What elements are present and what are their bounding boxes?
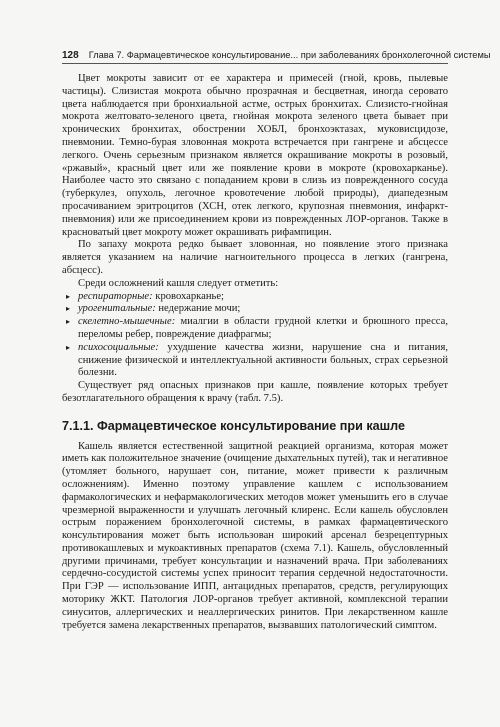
list-item (62, 303, 448, 316)
triangle-bullet-icon: ▸ (66, 291, 71, 301)
list-item-text: кровохарканье; (152, 290, 224, 302)
paragraph-danger-signs: Существует ряд опасных признаков при кашле, появление которых требует безотлагательного обращения к врачу (табл. 7.5). (62, 380, 448, 404)
running-header (62, 49, 491, 62)
list-item-text: миалгии в области грудной клетки и брюшного пресса, переломы ребер, повреждение диафрагмы; (78, 316, 448, 340)
body-text (62, 73, 448, 632)
section-heading: 7.1.1. Фармацевтическое консультирование при кашле (62, 418, 405, 433)
list-item (62, 291, 448, 304)
header-divider (62, 63, 448, 64)
list-item (62, 342, 448, 380)
list-item (62, 316, 448, 342)
paragraph-cough-management: Кашель является естественной защитной реакцией организма, которая может иметь как положительное значение (очищение дыхательных путей), так и негативное (утомляет больного, нарушает сон, питание, может привести к различным осложнениям). Именно поэтому управление кашлем с использованием фармакологических и нефармакологических методов может уменьшить его в случае чрезмерной выраженности и улучшать легочный клиренс. Если кашель обусловлен острым поражением бронхолегочной системы, в рамках фармацевтического консультирования может быть использован широкий арсенал безрецептурных противокашлевых и мукоактивных препаратов (схема 7.1). Кашель, обусловленный другими причинами, требует консультации и назначений врача. При заболеваниях сердечно-сосудистой системы успех приносит терапия сердечной недостаточности. При ГЭР — использование ИПП, антацидных препаратов, средств, регулирующих моторику ЖКТ. Патология ЛОР-органов требует активной, комплексной терапии синуситов, аллергических и неаллергических ринитов. При лекарственном кашле требуется замена лекарственных препаратов, вызвавших патологический симптом. (62, 440, 448, 631)
paragraph-sputum-color: Цвет мокроты зависит от ее характера и примесей (гной, кровь, пылевые частицы). Слизистая мокрота обычно прозрачная и бесцветная, иногда серовато цвета наблюдается при бронхиальной астме, острых бронхитах. Слизисто-гнойная мокрота желтовато-зеленого цвета, гнойная мокрота зеленого цвета бывает при хронических бронхитах, обострении ХОБЛ, бронхоэктазах, муковисцидозе, пневмонии. Темно-бурая зловонная мокрота встречается при гангрене и абсцессе легкого. Очень серьезным признаком является окрашивание мокроты в розовый, «ржавый», красный цвет или же появление крови в мокроте (кровохарканье). Наиболее часто это связано с попаданием крови в слизь из поврежденного сосуда (туберкулез, опухоль, легочное кровотечение любой природы), диапедезным просачиванием эритроцитов (ХСН, отек легкого, крупозная пневмония, инфаркт-пневмония) или же присоединением крови из поврежденных ЛОР-органов. Также в красноватый цвет мокроту может окрашивать рифампицин. (62, 73, 448, 238)
list-item-text: ухудшение качества жизни, нарушение сна и питания, снижение физической и интеллектуальной активности больных, страх серьезной болезни. (78, 341, 448, 379)
list-item-term: урогенитальные: (78, 303, 156, 315)
paragraph-sputum-odor: По запаху мокрота редко бывает зловонная, но появление этого признака является указанием на наличие нагноительного процесса в легких (гангрена, абсцесс). (62, 239, 448, 276)
list-item-term: респираторные: (78, 290, 153, 302)
triangle-bullet-icon: ▸ (66, 317, 71, 327)
complications-list (62, 291, 448, 381)
chapter-title: Глава 7. Фармацевтическое консультирование... при заболеваниях бронхолегочной системы (88, 50, 491, 60)
list-item-term: психосоциальные: (78, 341, 159, 353)
paragraph-complications-intro: Среди осложнений кашля следует отметить: (78, 277, 279, 289)
list-item-term: скелетно-мышечные: (78, 316, 176, 328)
page-number: 128 (62, 50, 79, 61)
triangle-bullet-icon: ▸ (66, 304, 71, 314)
list-item-text: недержание мочи; (155, 303, 241, 315)
triangle-bullet-icon: ▸ (66, 342, 71, 352)
